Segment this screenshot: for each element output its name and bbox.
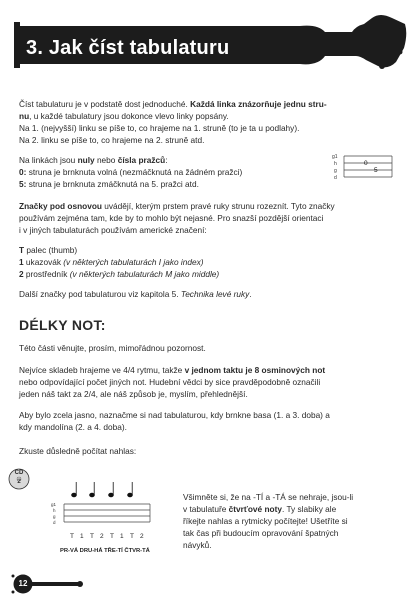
tab2-finger-7: T [130,533,134,540]
intro-line-1: Číst tabulaturu je v podstatě dost jednoduché. Každá linka znázorňuje jednu stru- [19,99,327,109]
tab2-label-d: d [53,520,56,525]
example-line-2: kdy mandolína (2. a 4. doba). [19,422,127,432]
tab2-finger-1: T [70,533,74,540]
mini-tab-value-0: 0 [364,160,368,167]
tip-line-1: Všimněte si, že na -TÍ a -TÁ se nehraje, jsou-li [183,492,354,502]
mini-tab-label-g: g [334,168,337,174]
nulls-line-3: 5: struna je brnknuta zmáčknutá na 5. pražci atd. [19,179,199,189]
intro-line-3: Na 1. (nejvyšší) linku se píše to, co hrajeme na 1. struně (to je ta u podlahy). [19,123,300,133]
marks-line-1: Značky pod osnovou uvádějí, kterým prstem pravé ruky strunu rozeznít. Tyto značky [19,201,335,211]
mini-tab-label-g1: g1 [332,154,338,160]
mini-tablature [330,150,396,190]
rhythm-line-2: nebo odpovídající počet jiných not. Hudební vědci by sice pravděpodobně označili [19,377,321,387]
finger-item-thumb: T palec (thumb) [19,245,78,255]
tab2-finger-3: T [90,533,94,540]
intro-line-2: nu, u každé tabulatury jsou dokonce vlevo linky popsány. [19,111,229,121]
tab2-syllables: PR-VÁ DRU-HÁ TŘE-TÍ ČTVR-TÁ [60,548,150,554]
tab2-finger-4: 2 [100,533,104,540]
nulls-line-1: Na linkách jsou nuly nebo čísla pražců: [19,155,168,165]
more-marks-line: Další značky pod tabulaturou viz kapitola 5. Technika levé ruky. [19,289,252,299]
tip-line-3: říkejte nahlas a rytmicky počítejte! Ušetříte si [183,516,348,526]
chapter-title: 3. Jak číst tabulaturu [26,37,230,59]
tab2-finger-8: 2 [140,533,144,540]
tip-line-4: tak čas při budoucím opravování špatných [183,528,339,538]
tab2-finger-2: 1 [80,533,84,540]
tab2-finger-6: 1 [120,533,124,540]
rhythm-line-3: jeden náš takt za 2/4, ale náš způsob je, myslím, přehlednější. [19,389,248,399]
cd-badge [8,466,30,492]
section-title-note-lengths: DÉLKY NOT: [19,317,106,333]
tip-line-5: návyků. [183,540,212,550]
page-number: 12 [18,579,28,588]
cd-number: 2 [17,479,21,485]
rhythm-line-1: Nejvíce skladeb hrajeme ve 4/4 rytmu, takže v jednom taktu je 8 osminových not [19,365,326,375]
tab2-finger-5: T [110,533,114,540]
attention-line: Této části věnujte, prosím, mimořádnou pozornost. [19,343,206,353]
tab2-label-g1: g1 [51,502,57,507]
intro-line-4: Na 2. linku se píše to, co hrajeme na 2. struně atd. [19,135,205,145]
mini-tab-label-h: h [334,161,337,167]
tab2-label-h: h [53,508,56,513]
count-line: Zkuste důsledně počítat nahlas: [19,446,137,456]
example-line-1: Aby bylo zcela jasno, naznačme si nad tabulaturou, kdy brnkne basa (1. a 3. doba) a [19,410,330,420]
cd-label: CD [14,470,24,476]
tab2-label-g: g [53,514,56,519]
rhythm-tablature [50,470,160,558]
finger-item-middle: 2 prostředník (v některých tabulaturách M jako middle) [19,269,220,279]
nulls-line-2: 0: struna je brnknuta volná (nezmáčknutá na žádném pražci) [19,167,243,177]
chapter-header [0,0,410,90]
mini-tab-value-5: 5 [374,167,378,174]
mini-tab-label-d: d [334,175,337,181]
marks-line-3: i v jiných tabulaturách používám americké značení: [19,225,207,235]
tip-line-2: v tabulatuře čtvrťové noty. Ty slabiky ale [183,504,337,514]
marks-line-2: používám zejména tam, kde by to mohlo být nejasné. Pro snazší pozdější orientaci [19,213,324,223]
finger-item-index: 1 ukazovák (v některých tabulaturách I jako index) [19,257,204,267]
